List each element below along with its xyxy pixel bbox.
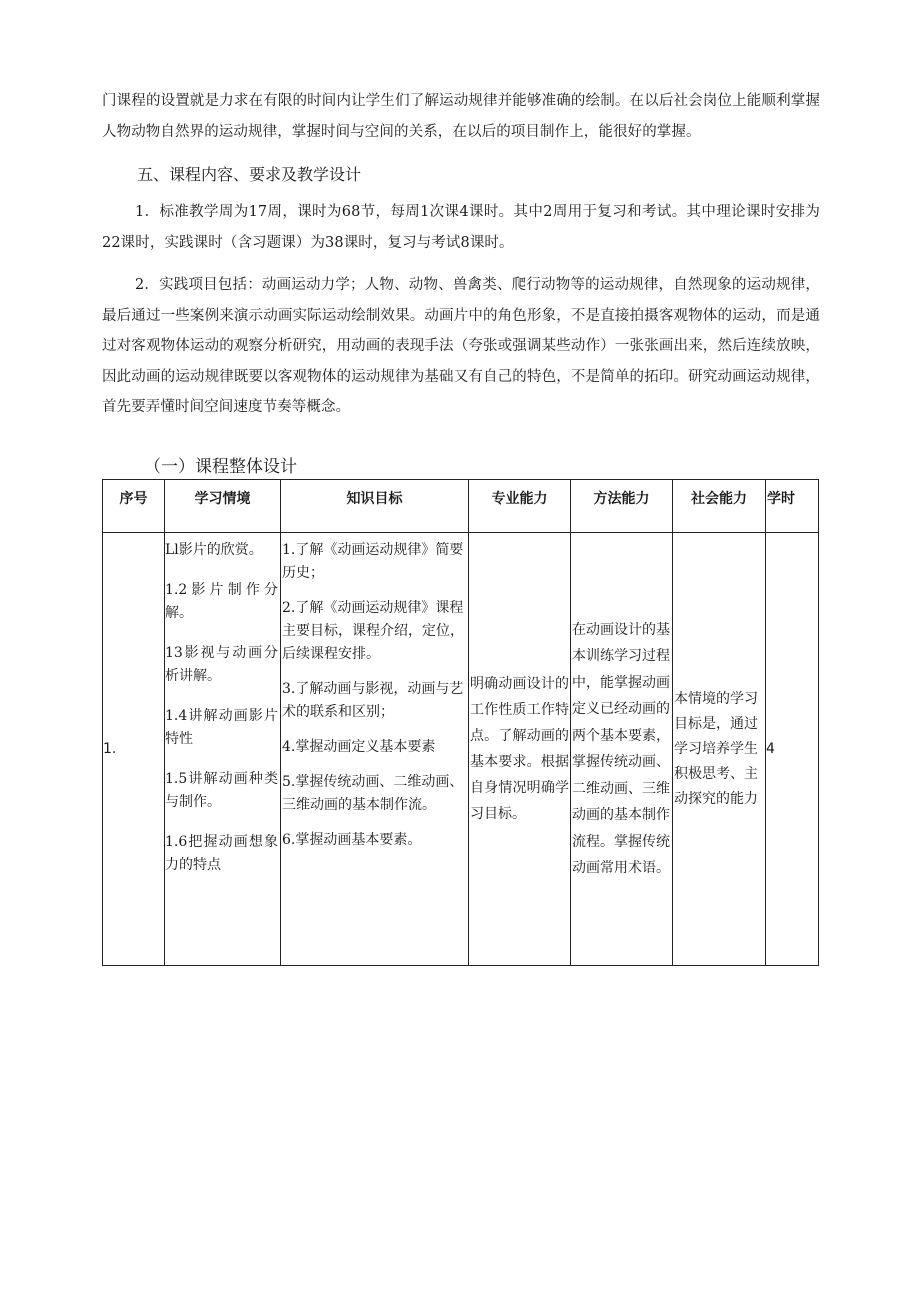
scene-item: 13影视与动画分析讲解。	[165, 645, 278, 684]
header-num: 序号	[103, 480, 165, 533]
scene-item: 1.2影片制作分解。	[165, 582, 278, 621]
knowledge-item: 4.掌握动画定义基本要素	[282, 739, 436, 755]
knowledge-item: 6.掌握动画基本要素。	[282, 832, 422, 848]
paragraph-practice-projects: 2．实践项目包括：动画运动力学；人物、动物、兽禽类、爬行动物等的运动规律，自然现象的运动规律，最后通过一些案例来演示动画实际运动绘制效果。动画片中的角色形象，不是直接拍摄客观物体的运动，而是通过对客观物体运动的观察分析研究，用动画的表现手法（夸张或强调某些动作）一张张画出来，然后连续放映，因此动画的运动规律既要以客观物体的运动规律为基础又有自己的特色，不是简单的拓印。研究动画运动规律，首先要弄懂时间空间速度节奏等概念。	[102, 277, 820, 415]
paragraph-teaching-weeks: 1．标准教学周为17周，课时为68节，每周1次课4课时。其中2周用于复习和考试。其中理论课时安排为22课时，实践课时（含习题课）为38课时，复习与考试8课时。	[102, 204, 820, 251]
cell-hours: 4	[766, 533, 819, 966]
header-hours: 学时	[766, 480, 819, 533]
section-heading-five: 五、课程内容、要求及教学设计	[137, 165, 362, 184]
header-professional: 专业能力	[469, 480, 571, 533]
cell-knowledge	[281, 533, 469, 966]
intro-paragraph: 门课程的设置就是力求在有限的时间内让学生们了解运动规律并能够准确的绘制。在以后社会岗位上能顺利掌握人物动物自然界的运动规律，掌握时间与空间的关系，在以后的项目制作上，能很好的掌握。	[102, 93, 820, 140]
knowledge-item: 2.了解《动画运动规律》课程主要目标，课程介绍，定位，后续课程安排。	[282, 600, 464, 662]
subsection-heading-overall-design: （一）课程整体设计	[144, 457, 297, 477]
cell-professional: 明确动画设计的工作性质工作特点。了解动画的基本要求。根据自身情况明确学习目标。	[469, 533, 571, 966]
cell-social: 本情境的学习目标是，通过学习培养学生积极思考、主动探究的能力	[673, 533, 766, 966]
header-method: 方法能力	[571, 480, 673, 533]
table-header-row	[103, 480, 819, 533]
header-knowledge: 知识目标	[281, 480, 469, 533]
cell-method: 在动画设计的基本训练学习过程中，能掌握动画定义已经动画的两个基本要素，掌握传统动画、二维动画、三维动画的基本制作流程。掌握传统动画常用术语。	[571, 533, 673, 966]
cell-scene	[165, 533, 281, 966]
scene-item: 1.4讲解动画影片特性	[165, 708, 278, 747]
scene-item: 1.6把握动画想象力的特点	[165, 834, 278, 873]
knowledge-item: 1.了解《动画运动规律》简要历史；	[282, 542, 464, 581]
scene-item: 1.5讲解动画种类与制作。	[165, 771, 278, 810]
knowledge-item: 5.掌握传统动画、二维动画、三维动画的基本制作流。	[282, 774, 464, 813]
course-design-table	[102, 479, 819, 966]
header-social: 社会能力	[673, 480, 766, 533]
scene-item: Ll影片的欣赏。	[165, 542, 263, 558]
table-row	[103, 533, 819, 966]
knowledge-item: 3.了解动画与影视，动画与艺术的联系和区别；	[282, 681, 464, 720]
cell-num: 1.	[103, 533, 165, 966]
header-scene: 学习情境	[165, 480, 281, 533]
